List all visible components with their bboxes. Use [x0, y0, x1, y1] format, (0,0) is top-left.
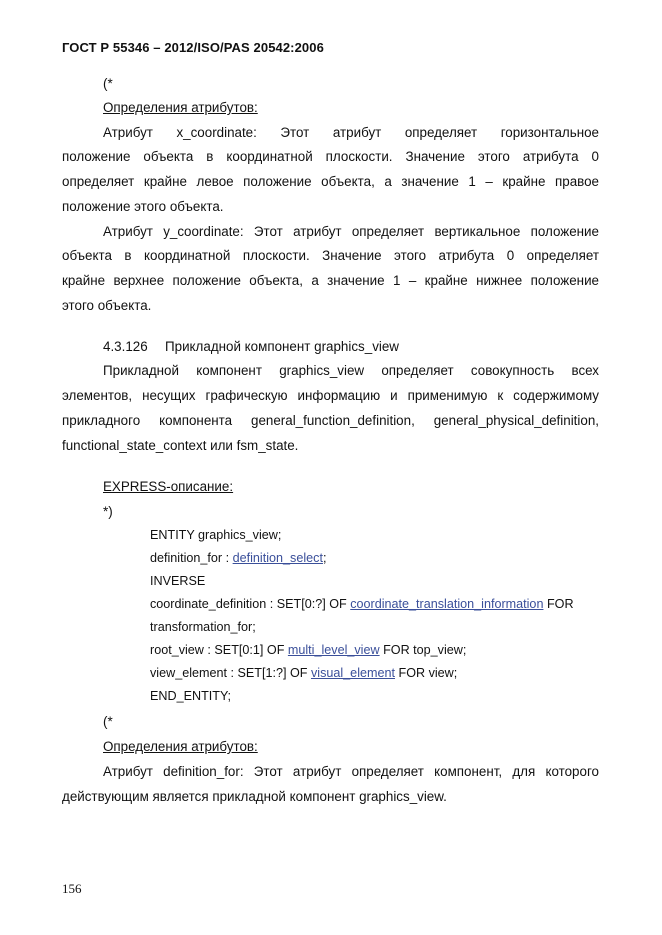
- code-definition-for-end: ;: [322, 551, 327, 565]
- y-coordinate-text-line-3: крайне верхнее положение объекта, а значение 1 – крайне нижнее положение: [62, 273, 599, 288]
- multi-level-view-link[interactable]: multi_level_view: [287, 643, 380, 657]
- y-coordinate-text-line-4: этого объекта.: [62, 298, 152, 313]
- code-view-element: [150, 665, 457, 681]
- code-transformation-for: transformation_for;: [150, 620, 256, 634]
- page-number: 156: [62, 881, 82, 896]
- section-text-line-3: прикладного компонента general_function_definition, general_physical_definition,: [62, 413, 599, 428]
- attribute-definitions-heading: Определения атрибутов:: [103, 100, 258, 115]
- code-coordinate-definition-label: coordinate_definition : SET[0:?] OF: [150, 597, 351, 611]
- comment-open-2: (*: [103, 714, 113, 729]
- coordinate-translation-information-link[interactable]: coordinate_translation_information: [350, 597, 544, 611]
- code-view-element-label: view_element : SET[1:?] OF: [150, 666, 311, 680]
- definition-for-text-line-1: Атрибут definition_for: Этот атрибут определяет компонент, для которого: [103, 764, 599, 779]
- section-title: Прикладной компонент graphics_view: [165, 339, 399, 354]
- code-definition-for: [150, 550, 326, 566]
- code-root-view: [150, 642, 466, 658]
- visual-element-link[interactable]: visual_element: [310, 666, 395, 680]
- code-coordinate-definition-end: FOR: [543, 597, 574, 611]
- x-coordinate-text-line-3: определяет крайне левое положение объекта, а значение 1 – крайне правое: [62, 174, 599, 189]
- express-heading: EXPRESS-описание:: [103, 479, 234, 494]
- definition-select-link[interactable]: definition_select: [232, 551, 323, 565]
- section-number: 4.3.126: [103, 339, 148, 354]
- code-root-view-end: FOR top_view;: [379, 643, 467, 657]
- code-definition-for-label: definition_for :: [150, 551, 233, 565]
- attribute-definitions-heading-2: Определения атрибутов:: [103, 739, 258, 754]
- definition-for-text-line-2: действующим является прикладной компонент graphics_view.: [62, 789, 447, 804]
- code-end-entity: END_ENTITY;: [150, 689, 232, 703]
- section-text-line-2: элементов, несущих графическую информацию и применимую к содержимому: [62, 388, 599, 403]
- section-text-line-1: Прикладной компонент graphics_view определяет совокупность всех: [103, 363, 599, 378]
- code-coordinate-definition: [150, 596, 574, 612]
- comment-close: *): [103, 504, 113, 519]
- y-coordinate-text-line-1: Атрибут y_coordinate: Этот атрибут определяет вертикальное положение: [103, 224, 599, 239]
- comment-open: (*: [103, 76, 113, 91]
- x-coordinate-text-line-2: положение объекта в координатной плоскости. Значение этого атрибута 0: [62, 149, 599, 164]
- x-coordinate-text-line-1: Атрибут x_coordinate: Этот атрибут определяет горизонтальное: [103, 125, 599, 140]
- section-text-line-4: functional_state_context или fsm_state.: [62, 438, 299, 453]
- y-coordinate-text-line-2: объекта в координатной плоскости. Значение этого атрибута 0 определяет: [62, 248, 599, 263]
- code-root-view-label: root_view : SET[0:1] OF: [150, 643, 288, 657]
- x-coordinate-text-line-4: положение этого объекта.: [62, 199, 224, 214]
- code-inverse: INVERSE: [150, 574, 206, 588]
- document-header: ГОСТ Р 55346 – 2012/ISO/PAS 20542:2006: [62, 40, 324, 55]
- code-entity: ENTITY graphics_view;: [150, 528, 282, 542]
- code-view-element-end: FOR view;: [395, 666, 458, 680]
